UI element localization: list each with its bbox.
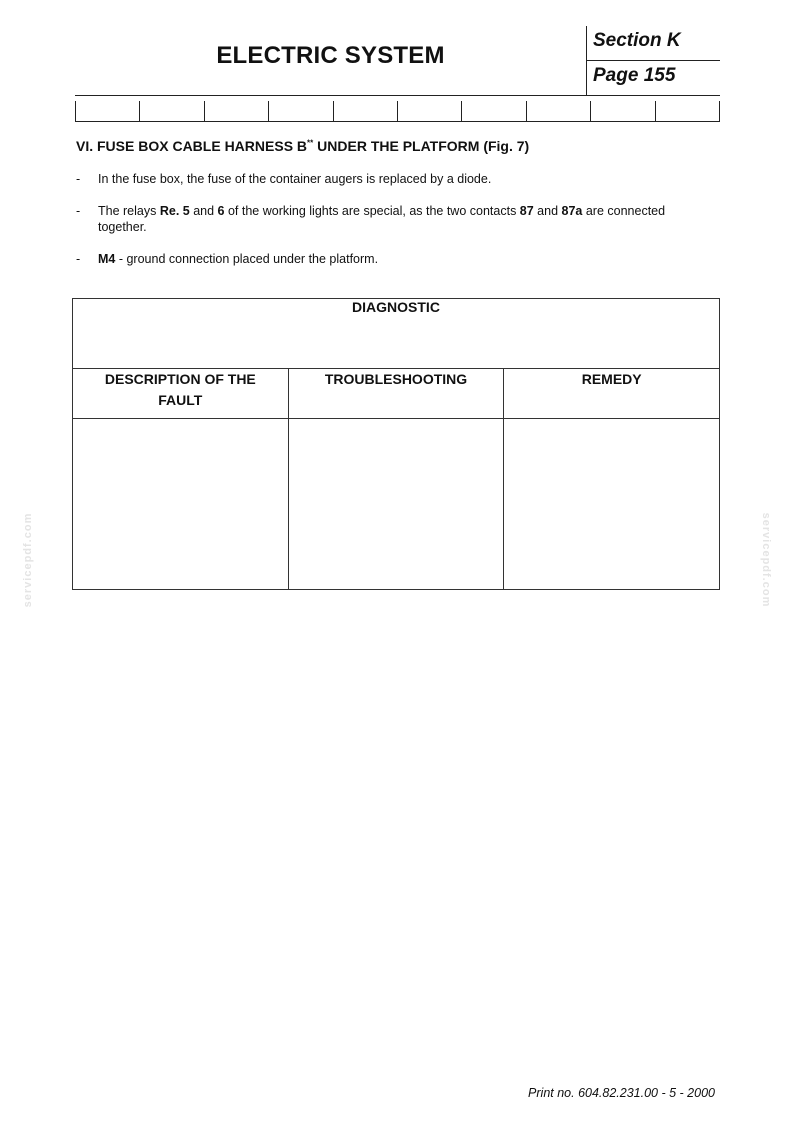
ground-ref: M4 bbox=[98, 252, 116, 266]
bullet-dash: - bbox=[76, 252, 81, 266]
text-run: and bbox=[533, 204, 562, 218]
table-title-row bbox=[73, 299, 720, 369]
table-cell-description bbox=[73, 419, 289, 590]
relay-ref: Re. 5 bbox=[159, 204, 190, 218]
watermark-right: servicepdf.com bbox=[760, 512, 772, 608]
heading-superscript: ** bbox=[307, 138, 314, 148]
tick-cell bbox=[590, 101, 654, 121]
table-row bbox=[73, 419, 720, 590]
tick-cell bbox=[397, 101, 461, 121]
column-header-troubleshooting: TROUBLESHOOTING bbox=[288, 369, 504, 419]
tick-cell bbox=[139, 101, 203, 121]
page-number: Page 155 bbox=[593, 65, 676, 86]
column-header-description: DESCRIPTION OF THE FAULT bbox=[73, 369, 289, 419]
bullet-dash: - bbox=[76, 204, 81, 218]
watermark-left: servicepdf.com bbox=[22, 512, 34, 608]
list-item-text: In the fuse box, the fuse of the container augers is replaced by a diode. bbox=[98, 172, 492, 186]
list-item-text bbox=[98, 251, 716, 267]
section-label: Section K bbox=[593, 30, 681, 51]
header-tick-strip bbox=[75, 101, 720, 122]
list-item bbox=[76, 203, 716, 235]
contact-ref: 87a bbox=[561, 204, 583, 218]
heading-text: VI. FUSE BOX CABLE HARNESS B bbox=[76, 138, 308, 154]
text-run: and bbox=[189, 204, 218, 218]
tick-cell bbox=[268, 101, 332, 121]
list-item bbox=[76, 251, 716, 267]
tick-cell bbox=[461, 101, 525, 121]
tick-cell bbox=[526, 101, 590, 121]
text-run: The relays bbox=[98, 204, 160, 218]
section-heading bbox=[76, 138, 529, 154]
table-header-row bbox=[73, 369, 720, 419]
diagnostic-table bbox=[72, 298, 720, 590]
text-run: - ground connection placed under the platform. bbox=[115, 252, 379, 266]
page-title: ELECTRIC SYSTEM bbox=[216, 42, 445, 69]
tick-cell bbox=[333, 101, 397, 121]
list-item-text bbox=[98, 203, 716, 235]
heading-text-after: UNDER THE PLATFORM (Fig. 7) bbox=[313, 138, 530, 154]
relay-ref: 6 bbox=[217, 204, 225, 218]
table-title: DIAGNOSTIC bbox=[73, 299, 720, 369]
contact-ref: 87 bbox=[519, 204, 534, 218]
bullet-dash: - bbox=[76, 172, 81, 186]
tick-cell bbox=[655, 101, 720, 121]
tick-cell bbox=[75, 101, 139, 121]
header-divider-bottom bbox=[75, 95, 720, 96]
table-cell-remedy bbox=[504, 419, 720, 590]
column-header-remedy: REMEDY bbox=[504, 369, 720, 419]
tick-cell bbox=[204, 101, 268, 121]
header-divider-middle bbox=[587, 60, 720, 61]
print-number-footer: Print no. 604.82.231.00 - 5 - 2000 bbox=[528, 1086, 715, 1100]
table-cell-troubleshooting bbox=[288, 419, 504, 590]
text-run: of the working lights are special, as the two contacts bbox=[224, 204, 520, 218]
list-item bbox=[76, 171, 716, 187]
text-run: are connected together. bbox=[98, 204, 666, 234]
